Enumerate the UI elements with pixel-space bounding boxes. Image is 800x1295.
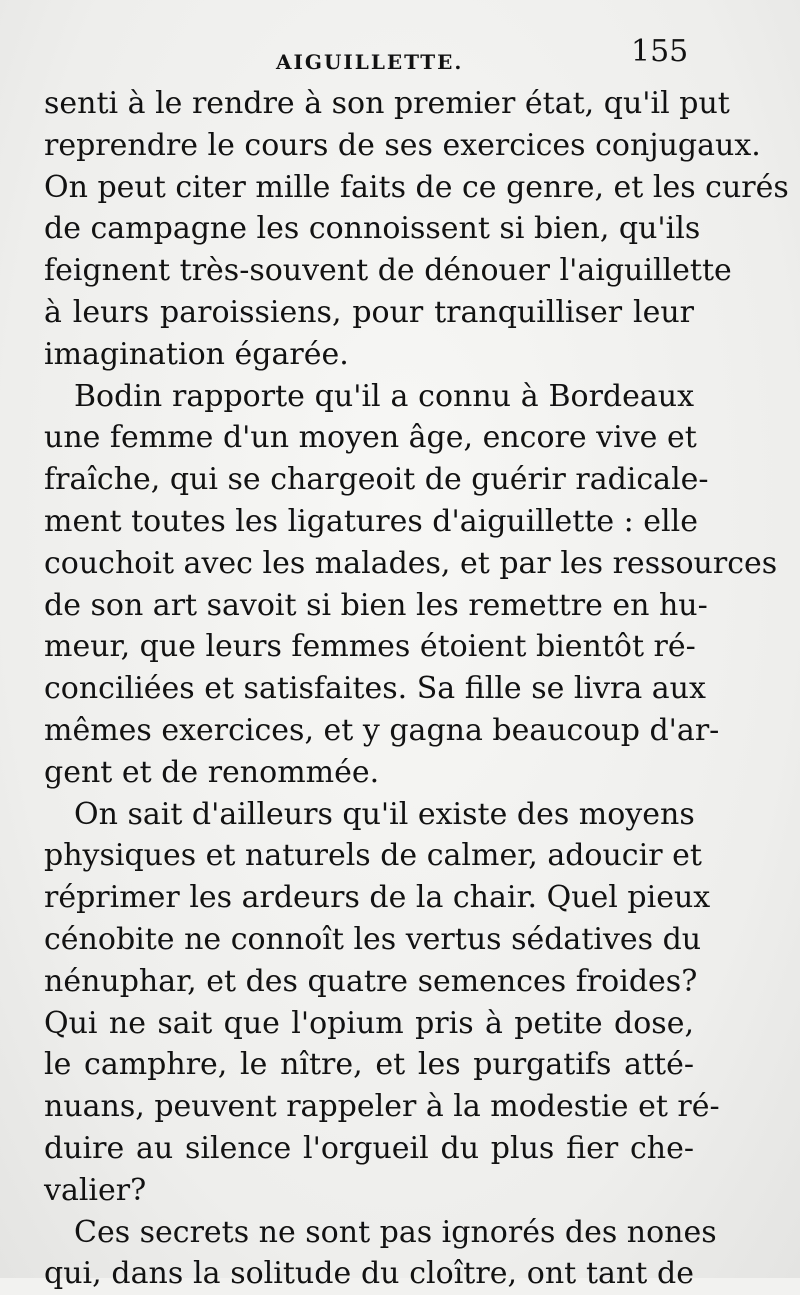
text-line: physiques et naturels de calmer, adoucir et [44, 838, 702, 874]
text-line: le camphre, le nître, et les purgatifs atté- [44, 1047, 694, 1083]
page-number: 155 [631, 34, 689, 69]
text-line: imagination égarée. [44, 336, 349, 372]
text-line: feignent très-souvent de dénouer l'aiguillette [44, 253, 732, 289]
text-line: couchoit avec les malades, et par les ressources [44, 545, 778, 581]
page-header [0, 30, 800, 80]
text-line: mêmes exercices, et y gagna beaucoup d'ar- [44, 712, 720, 748]
text-line: une femme d'un moyen âge, encore vive et [44, 420, 697, 456]
text-line: cénobite ne connoît les vertus sédatives du [44, 921, 702, 957]
text-line: de campagne les connoissent si bien, qu'ils [44, 211, 701, 247]
text-line: nuans, peuvent rappeler à la modestie et ré- [44, 1089, 720, 1125]
text-line: On peut citer mille faits de ce genre, et les curés [44, 169, 789, 205]
text-line: meur, que leurs femmes étoient bientôt ré- [44, 629, 696, 665]
text-line: fraîche, qui se chargeoit de guérir radicale- [44, 462, 709, 498]
text-line: Qui ne sait que l'opium pris à petite dose, [44, 1005, 694, 1041]
text-line: de son art savoit si bien les remettre en hu- [44, 587, 708, 623]
text-line: On sait d'ailleurs qu'il existe des moyens [74, 796, 695, 832]
text-line: Ces secrets ne sont pas ignorés des nones [74, 1214, 717, 1250]
text-line: duire au silence l'orgueil du plus fier che- [44, 1130, 694, 1166]
text-line: ment toutes les ligatures d'aiguillette : elle [44, 503, 698, 539]
text-line: reprendre le cours de ses exercices conjugaux. [44, 127, 761, 163]
text-line: nénuphar, et des quatre semences froides? [44, 963, 698, 999]
text-line: gent et de renommée. [44, 754, 380, 790]
text-line: conciliées et satisfaites. Sa fille se livra aux [44, 671, 706, 707]
text-line: qui, dans la solitude du cloître, ont tant de [44, 1256, 694, 1292]
text-line: senti à le rendre à son premier état, qu'il put [44, 86, 730, 121]
text-line: Bodin rapporte qu'il a connu à Bordeaux [74, 378, 694, 414]
text-line: à leurs paroissiens, pour tranquilliser leur [44, 294, 694, 330]
text-line: réprimer les ardeurs de la chair. Quel pieux [44, 880, 711, 916]
running-head: AIGUILLETTE. [276, 50, 464, 74]
body-text [44, 83, 789, 1295]
text-line: valier? [44, 1172, 147, 1208]
